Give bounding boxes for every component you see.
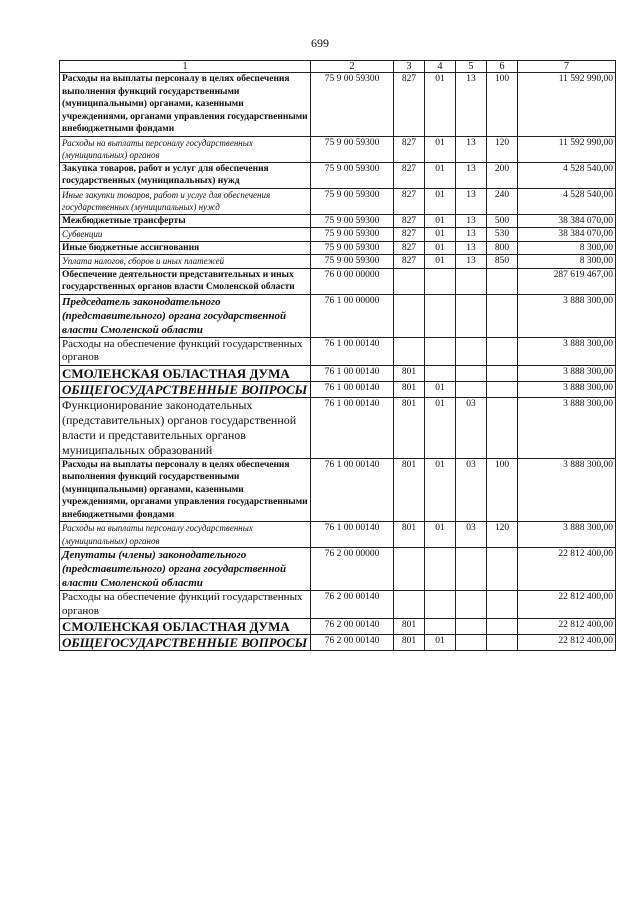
header-cell: 7 — [518, 61, 616, 73]
table-row — [60, 188, 616, 214]
row-dept-cell: 827 — [394, 136, 425, 162]
table-row — [60, 162, 616, 188]
row-section-cell: 01 — [425, 522, 456, 548]
row-code-cell: 76 0 00 00000 — [311, 268, 394, 294]
row-section-cell: 01 — [425, 162, 456, 188]
row-amount-cell: 22 812 400,00 — [518, 548, 616, 591]
row-name-cell: Расходы на выплаты персоналу государственных (муниципальных) органов — [60, 136, 311, 162]
table-row — [60, 591, 616, 619]
table-row — [60, 522, 616, 548]
row-code-cell: 76 2 00 00140 — [311, 635, 394, 651]
table-row — [60, 241, 616, 255]
row-subsection-cell — [456, 635, 487, 651]
row-subsection-cell — [456, 381, 487, 397]
row-name-cell: Депутаты (члены) законодательного (представительного) органа государственной власти Смоленской области — [60, 548, 311, 591]
row-dept-cell — [394, 548, 425, 591]
row-code-cell: 76 1 00 00140 — [311, 337, 394, 365]
table-row — [60, 635, 616, 651]
row-section-cell: 01 — [425, 458, 456, 522]
table-row — [60, 337, 616, 365]
row-name-cell: Председатель законодательного (представительного) органа государственной власти Смоленской области — [60, 294, 311, 337]
header-cell: 3 — [394, 61, 425, 73]
table-row — [60, 619, 616, 635]
row-subsection-cell: 03 — [456, 458, 487, 522]
row-dept-cell: 801 — [394, 619, 425, 635]
row-amount-cell: 287 619 467,00 — [518, 268, 616, 294]
row-dept-cell: 801 — [394, 397, 425, 458]
row-name-cell: Расходы на обеспечение функций государственных органов — [60, 337, 311, 365]
row-section-cell: 01 — [425, 188, 456, 214]
row-amount-cell: 38 384 070,00 — [518, 214, 616, 228]
row-subsection-cell — [456, 337, 487, 365]
row-subsection-cell: 13 — [456, 228, 487, 242]
row-expense-type-cell: 200 — [487, 162, 518, 188]
row-dept-cell: 827 — [394, 255, 425, 269]
row-expense-type-cell — [487, 294, 518, 337]
row-code-cell: 76 1 00 00140 — [311, 365, 394, 381]
row-name-cell: ОБЩЕГОСУДАРСТВЕННЫЕ ВОПРОСЫ — [60, 635, 311, 651]
table-row — [60, 73, 616, 137]
row-subsection-cell: 03 — [456, 397, 487, 458]
row-dept-cell: 801 — [394, 381, 425, 397]
row-name-cell: Расходы на выплаты персоналу государственных (муниципальных) органов — [60, 522, 311, 548]
row-dept-cell: 827 — [394, 162, 425, 188]
row-subsection-cell: 13 — [456, 214, 487, 228]
row-code-cell: 75 9 00 59300 — [311, 73, 394, 137]
row-expense-type-cell — [487, 397, 518, 458]
header-row — [60, 61, 616, 73]
row-amount-cell: 3 888 300,00 — [518, 522, 616, 548]
row-section-cell — [425, 337, 456, 365]
row-amount-cell: 3 888 300,00 — [518, 337, 616, 365]
row-name-cell: Расходы на выплаты персоналу в целях обеспечения выполнения функций государственными (муниципальными) органами, казенными учреждениями, органами управления государственными внебюджетными фондами — [60, 458, 311, 522]
budget-table — [59, 60, 616, 651]
row-subsection-cell — [456, 294, 487, 337]
row-amount-cell: 3 888 300,00 — [518, 381, 616, 397]
row-section-cell: 01 — [425, 136, 456, 162]
row-code-cell: 76 1 00 00140 — [311, 458, 394, 522]
table-row — [60, 365, 616, 381]
row-section-cell: 01 — [425, 241, 456, 255]
row-name-cell: Закупка товаров, работ и услуг для обеспечения государственных (муниципальных) нужд — [60, 162, 311, 188]
row-name-cell: Уплата налогов, сборов и иных платежей — [60, 255, 311, 269]
table-row — [60, 214, 616, 228]
row-code-cell: 75 9 00 59300 — [311, 188, 394, 214]
row-amount-cell: 22 812 400,00 — [518, 635, 616, 651]
header-cell: 5 — [456, 61, 487, 73]
row-expense-type-cell — [487, 619, 518, 635]
header-cell: 1 — [60, 61, 311, 73]
row-dept-cell: 801 — [394, 522, 425, 548]
row-expense-type-cell: 120 — [487, 136, 518, 162]
row-expense-type-cell: 530 — [487, 228, 518, 242]
row-section-cell — [425, 619, 456, 635]
page-number: 699 — [311, 36, 329, 50]
row-amount-cell: 22 812 400,00 — [518, 591, 616, 619]
row-subsection-cell: 13 — [456, 188, 487, 214]
row-amount-cell: 3 888 300,00 — [518, 397, 616, 458]
table-row — [60, 268, 616, 294]
row-expense-type-cell: 100 — [487, 458, 518, 522]
row-dept-cell: 827 — [394, 228, 425, 242]
row-section-cell — [425, 591, 456, 619]
row-expense-type-cell: 240 — [487, 188, 518, 214]
row-section-cell: 01 — [425, 214, 456, 228]
row-code-cell: 75 9 00 59300 — [311, 228, 394, 242]
row-code-cell: 75 9 00 59300 — [311, 162, 394, 188]
row-subsection-cell — [456, 619, 487, 635]
header-cell: 2 — [311, 61, 394, 73]
row-name-cell: СМОЛЕНСКАЯ ОБЛАСТНАЯ ДУМА — [60, 619, 311, 635]
row-section-cell — [425, 365, 456, 381]
row-name-cell: Функционирование законодательных (представительных) органов государственной власти и представительных органов муниципальных образований — [60, 397, 311, 458]
row-subsection-cell — [456, 591, 487, 619]
row-section-cell: 01 — [425, 635, 456, 651]
row-code-cell: 75 9 00 59300 — [311, 136, 394, 162]
row-dept-cell — [394, 268, 425, 294]
row-amount-cell: 3 888 300,00 — [518, 458, 616, 522]
row-dept-cell: 801 — [394, 365, 425, 381]
row-section-cell: 01 — [425, 397, 456, 458]
row-expense-type-cell — [487, 591, 518, 619]
row-name-cell: Расходы на обеспечение функций государственных органов — [60, 591, 311, 619]
row-code-cell: 75 9 00 59300 — [311, 214, 394, 228]
row-name-cell: Межбюджетные трансферты — [60, 214, 311, 228]
row-code-cell: 76 2 00 00140 — [311, 591, 394, 619]
row-code-cell: 76 1 00 00140 — [311, 522, 394, 548]
row-section-cell — [425, 294, 456, 337]
table-row — [60, 381, 616, 397]
row-section-cell — [425, 268, 456, 294]
row-subsection-cell: 13 — [456, 255, 487, 269]
row-amount-cell: 38 384 070,00 — [518, 228, 616, 242]
header-cell: 4 — [425, 61, 456, 73]
row-dept-cell: 827 — [394, 214, 425, 228]
row-dept-cell: 801 — [394, 635, 425, 651]
row-amount-cell: 8 300,00 — [518, 241, 616, 255]
row-expense-type-cell — [487, 548, 518, 591]
table-row — [60, 397, 616, 458]
row-amount-cell: 3 888 300,00 — [518, 365, 616, 381]
row-code-cell: 76 1 00 00140 — [311, 381, 394, 397]
row-code-cell: 75 9 00 59300 — [311, 255, 394, 269]
table-row — [60, 228, 616, 242]
row-subsection-cell — [456, 268, 487, 294]
row-name-cell: Субвенции — [60, 228, 311, 242]
row-amount-cell: 11 592 990,00 — [518, 73, 616, 137]
table-row — [60, 294, 616, 337]
row-code-cell: 76 2 00 00000 — [311, 548, 394, 591]
row-code-cell: 76 1 00 00140 — [311, 397, 394, 458]
row-amount-cell: 11 592 990,00 — [518, 136, 616, 162]
row-dept-cell: 827 — [394, 73, 425, 137]
row-section-cell: 01 — [425, 228, 456, 242]
row-expense-type-cell: 800 — [487, 241, 518, 255]
row-amount-cell: 4 528 540,00 — [518, 162, 616, 188]
row-expense-type-cell: 500 — [487, 214, 518, 228]
row-subsection-cell — [456, 548, 487, 591]
row-expense-type-cell — [487, 381, 518, 397]
row-dept-cell: 827 — [394, 241, 425, 255]
table-row — [60, 255, 616, 269]
row-section-cell: 01 — [425, 381, 456, 397]
row-expense-type-cell — [487, 337, 518, 365]
row-amount-cell: 3 888 300,00 — [518, 294, 616, 337]
row-name-cell: Обеспечение деятельности представительных и иных государственных органов власти Смоленской области — [60, 268, 311, 294]
row-dept-cell: 827 — [394, 188, 425, 214]
table-row — [60, 458, 616, 522]
row-section-cell — [425, 548, 456, 591]
row-dept-cell — [394, 591, 425, 619]
table-row — [60, 548, 616, 591]
row-section-cell: 01 — [425, 255, 456, 269]
row-expense-type-cell: 120 — [487, 522, 518, 548]
row-subsection-cell: 13 — [456, 136, 487, 162]
row-name-cell: ОБЩЕГОСУДАРСТВЕННЫЕ ВОПРОСЫ — [60, 381, 311, 397]
row-expense-type-cell: 850 — [487, 255, 518, 269]
row-dept-cell — [394, 294, 425, 337]
row-amount-cell: 8 300,00 — [518, 255, 616, 269]
row-name-cell: СМОЛЕНСКАЯ ОБЛАСТНАЯ ДУМА — [60, 365, 311, 381]
row-expense-type-cell — [487, 635, 518, 651]
table-row — [60, 136, 616, 162]
row-expense-type-cell: 100 — [487, 73, 518, 137]
row-code-cell: 76 2 00 00140 — [311, 619, 394, 635]
row-subsection-cell: 13 — [456, 241, 487, 255]
row-subsection-cell: 13 — [456, 162, 487, 188]
row-subsection-cell: 13 — [456, 73, 487, 137]
row-name-cell: Иные закупки товаров, работ и услуг для обеспечения государственных (муниципальных) нужд — [60, 188, 311, 214]
row-dept-cell: 801 — [394, 458, 425, 522]
table-body — [60, 61, 616, 651]
row-expense-type-cell — [487, 365, 518, 381]
row-expense-type-cell — [487, 268, 518, 294]
row-name-cell: Иные бюджетные ассигнования — [60, 241, 311, 255]
row-amount-cell: 4 528 540,00 — [518, 188, 616, 214]
row-code-cell: 76 1 00 00000 — [311, 294, 394, 337]
row-subsection-cell: 03 — [456, 522, 487, 548]
row-dept-cell — [394, 337, 425, 365]
row-name-cell: Расходы на выплаты персоналу в целях обеспечения выполнения функций государственными (муниципальными) органами, казенными учреждениями, органами управления государственными внебюджетными фондами — [60, 73, 311, 137]
row-amount-cell: 22 812 400,00 — [518, 619, 616, 635]
row-subsection-cell — [456, 365, 487, 381]
row-section-cell: 01 — [425, 73, 456, 137]
header-cell: 6 — [487, 61, 518, 73]
row-code-cell: 75 9 00 59300 — [311, 241, 394, 255]
